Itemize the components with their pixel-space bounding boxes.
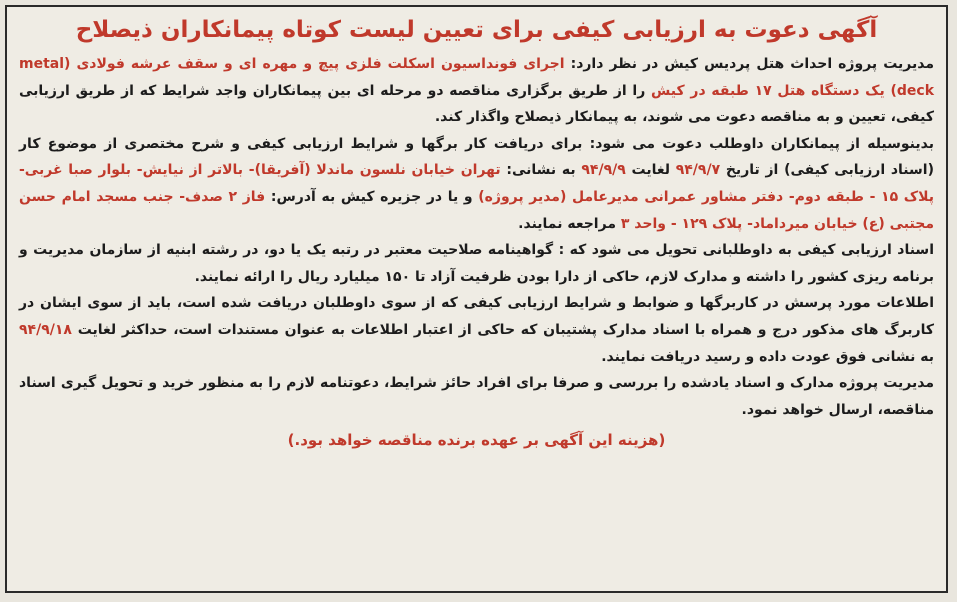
invitation-address-label: به نشانی: [500,162,582,179]
paragraph-invitation [19,131,934,237]
invitation-end: مراجعه نمایند. [518,215,621,232]
submission-rest: به نشانی فوق عودت داده و رسید دریافت نمایند. [601,348,934,365]
date-to: ۹۴/۹/۹ [581,162,626,179]
intro-lead: مدیریت پروژه احداث هتل پردیس کیش در نظر دارد: [564,56,934,72]
submission-lead: اطلاعات مورد پرسش در کاربرگها و ضوابط و شرایط ارزیابی کیفی که از سوی داوطلبان دریافت شده است، باید از سوی ایشان در کاربرگ های مذکور درج و همراه با اسناد مدارک پشتیبان که حاکی از اعتبار اطلاعات به عنوان مستندات است، حداکثر لغایت [19,295,934,338]
paragraph-intro [19,51,934,131]
invitation-until: لغایت [625,162,676,179]
paragraph-submission [19,290,934,370]
address-tehran: تهران خیابان نلسون ماندلا (آفریقا)- بالاتر از نیایش- بلوار صبا غربی- پلاک ۱۵ - طبقه دوم- دفتر مشاور عمرانی مدیرعامل (مدیر پروژه) [19,162,935,205]
date-from: ۹۴/۹/۷ [675,162,721,179]
submission-deadline: ۹۴/۹/۱۸ [19,321,72,338]
invitation-lead: بدینوسیله از پیمانکاران داوطلب دعوت می شود: برای دریافت کار برگها و شرایط ارزیابی کیفی و شرح مختصری از موضوع کار (اسناد ارزیابی کیفی) از تاریخ [19,135,934,179]
paragraph-eligibility: اسناد ارزیابی کیفی به داوطلبانی تحویل می شود که : گواهینامه صلاحیت معتبر در رتبه یک یا دو، در رشته ابنیه از سازمان مدیریت و برنامه ریزی کشور را داشته و مدارک لازم، حاکی از دارا بودن ظرفیت آزاد تا ۱۵۰ میلیارد ریال را ارائه نمایند. [19,242,934,285]
paragraph-review: مدیریت پروژه مدارک و اسناد یادشده را بررسی و صرفا برای افراد حائز شرایط، دعوتنامه لازم را به منظور خرید و تحویل گیری اسناد مناقصه، ارسال خواهد نمود. [19,375,934,418]
ad-title: آگهی دعوت به ارزیابی کیفی برای تعیین لیست کوتاه پیمانکاران ذیصلاح [75,17,878,43]
ad-frame [5,5,948,593]
address-kish: فاز ۲ صدف- جنب مسجد امام حسن مجتبی (ع) خیابان میرداماد- پلاک ۱۲۹ - واحد ۳ [19,188,934,232]
invitation-or-kish: و یا در جزیره کیش به آدرس: [265,188,479,205]
ad-footer-note: (هزینه این آگهی بر عهده برنده مناقصه خواهد بود.) [287,431,666,450]
intro-rest: را از طریق برگزاری مناقصه دو مرحله ای بین پیمانکاران واجد شرایط که از طریق ارزیابی کیفی، تعیین و به مناقصه دعوت می شوند، به پیمانکار ذیصلاح واگذار کند. [19,82,934,126]
project-description: اجرای فونداسیون اسکلت فلزی پیچ و مهره ای و سقف عرشه فولادی (metal deck) یک دستگاه هتل ۱۷ طبقه در کیش [19,56,935,99]
